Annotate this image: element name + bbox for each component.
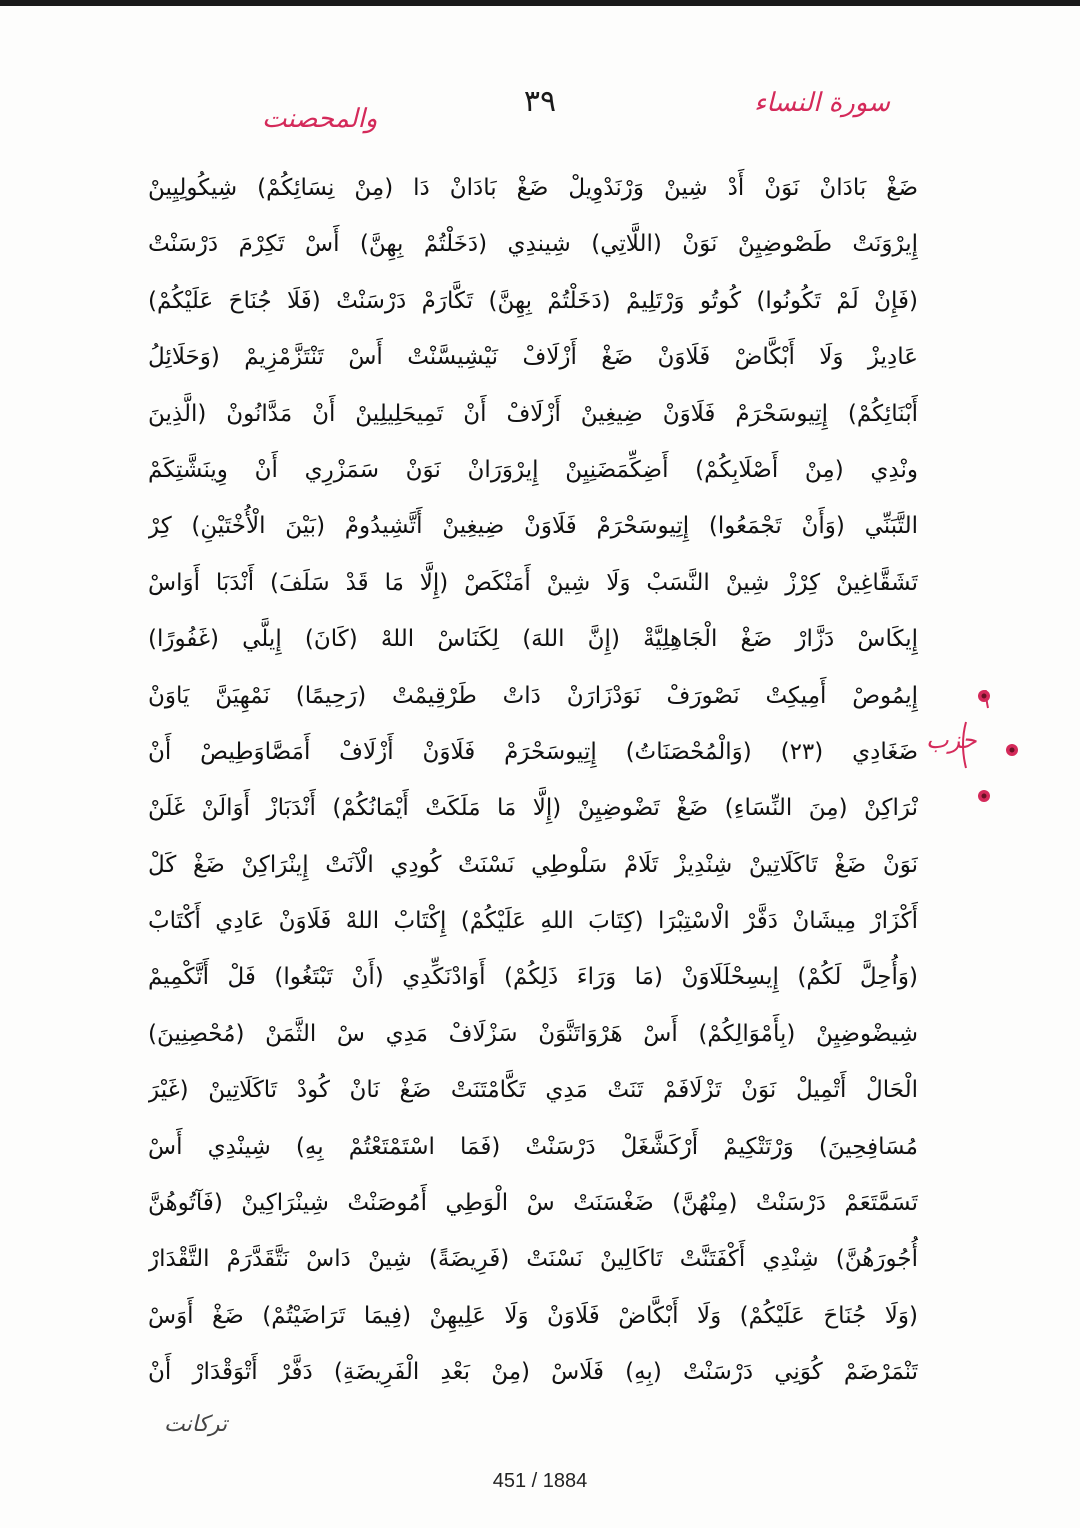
hizb-margin-label: حزب [926, 726, 977, 754]
page-counter: 451 / 1884 [492, 1470, 588, 1492]
text-line: ضَغْ بَادَانْ نَوَنْ أَدْ شِينْ وَرْنَدْوِيلْ ضَغْ بَادَانْ دَا (مِنْ نِسَائِكُمْ) شِيكُولِيِينْ [148, 175, 918, 201]
text-line: التَّبَنِّي (وَأَنْ تَجْمَعُوا) إِتِيوسَحْرَمْ فَلَاوَنْ ضِيغِينْ أَتَّشِيدُومْ (بَيْنَ الْأُخْتَيْنِ) كِرْ [148, 513, 918, 540]
text-line: إِيمُوصْ أَمِيكِتْ نَصْورَفْ نَوَدْزَارَنْ دَاتْ طَرْقِيمْتْ (رَحِيمًا) نَمْهِيَنَّ يَاوَنْ [148, 682, 918, 709]
hizb-ornament-bottom [978, 790, 990, 802]
text-line: ضَغَادِي (٢٣) (وَالْمُحْصَنَاتُ) إِتِيوسَحْرَمْ فَلَاوَنْ أَزْلَافْ أَمَصَّاوَطِيصْ أَنْ [148, 738, 918, 765]
section-marker-annotation: والمحصنت [262, 104, 378, 134]
text-line: أُجُورَهُنَّ) شِنْدِي أَكْفَتَنَّتْ تَاكَالِينْ نَسْنَتْ (فَرِيضَةً) شِينْ دَاسْ نَتَّقَدَّرَمْ التَّقْدَارْ [148, 1246, 918, 1273]
text-line: نَوَنْ ضَغْ تَاكَلَاتِينْ شِنْدِيزْ تَلَامْ سَلْوطِي نَسْنَتْ كُودِي الْآنَتْ إِينْرَاكِنْ ضَغْ كَلْ [148, 851, 918, 878]
text-line: أَبْنَائِكُمْ) إِتِيوسَحْرَمْ فَلَاوَنْ ضِيغِينْ أَزْلَافْ أَنْ تَمِيحَلِيلِينْ أَنْ مَدَّانُونْ (الَّذِينَ [148, 400, 918, 427]
text-line: تَنْمَرْضَمْ كُوَنِي دَرْسَنْتْ (بِهِ) فَلَاسْ (مِنْ بَعْدِ الْفَرِيضَةِ) دَفَّرْ أَتْوَقْدَارْ أَنْ [148, 1359, 918, 1386]
hizb-ornament-middle [1006, 744, 1018, 756]
surah-name-annotation: سورة النساء [754, 88, 890, 118]
text-line: عَادِيزْ وَلَا أَبْكَّاضْ فَلَاوَنْ ضَغْ أَزْلَافْ نَيْشِيسَّنْتْ أَسْ تَنْتَزَّمْزِيمْ (وَحَلَائِلُ [148, 344, 918, 371]
text-line: تَشَقَّاغِينْ كِرْزْ شِينْ النَّسَبْ وَلَا شِينْ أَمَنْكَصْ (إِلَّا مَا قَدْ سَلَفَ) أَنْدَبَا أَوَاسْ [148, 569, 918, 596]
text-line: (وَلَا جُنَاحَ عَلَيْكُمْ) وَلَا أَبْكَّاضْ فَلَاوَنْ وَلَا عَلِيهِنْ (فِيمَا تَرَاضَيْتُمْ) ضَغْ أَوَسْ [148, 1302, 918, 1329]
text-line: شِيضْوضِيِنْ (بِأَمْوَالِكُمْ) أَسْ هَرْوَاتَنَّوَنْ سَزْلَافْ مَدِي سْ الثَّمَنْ (مُحْصِنِينَ) [148, 1020, 918, 1047]
catchword: تركانت [164, 1412, 228, 1437]
text-line: إِيرْوَنَتْ طَصْوضِيِنْ نَوَنْ (اللَّاتِي) شِيندِي (دَخَلْتُمْ بِهِنَّ) أَسْ تَكِرْمَ دَرْسَنْتْ [148, 231, 918, 258]
text-line: مُسَافِحِينَ) وَرْتَتْكِيمْ أَرْكَشَّغَلْ دَرْسَنْتْ (فَمَا اسْتَمْتَعْتُمْ بِهِ) شِينْدِي أَسْ [148, 1133, 918, 1160]
body-text [148, 160, 918, 1401]
text-line: نْرَاكِنْ (مِنَ النِّسَاءِ) ضَغْ تَضْوضِيِنْ (إِلَّا مَا مَلَكَتْ أَيْمَانُكُمْ) أَنْدَبَازْ أَوَالَنْ غَلَنْ [148, 795, 918, 822]
text-line: أَكْزَارْ مِيشَانْ دَفَّرْ الْاسْتِبْرَا (كِتَابَ اللهِ عَلَيْكُمْ) إِكْتَابْ اللهْ فَلَاوَنْ عَادِي أَكْتَابْ [148, 908, 918, 935]
text-line: إِيكَاسْ دَزَّارْ ضَغْ الْجَاهِلِيَّةْ (إِنَّ اللهَ) لِكَنَاسْ اللهْ (كَانَ) إِيلَّي (غَفُورًا) [148, 626, 918, 653]
page-number: ٣٩ [523, 84, 557, 119]
text-line: ونْدِي (مِنْ أَصْلَابِكُمْ) أَضِكِّمَضَنِيِنْ إِيرْوَرَانْ نَوَنْ سَمَزْرِي أَنْ وِينَشَّتِكَمْ [148, 456, 918, 483]
text-line: (فَإِنْ لَمْ تَكُونُوا) كُوتُو وَرْتَلِيمْ (دَخَلْتُمْ بِهِنَّ) تَكَّارَمْ دَرْسَنْتْ (فَلَا جُنَاحَ عَلَيْكُمْ) [148, 287, 918, 314]
text-line: الْحَالْ أَتْمِيلْ نَوَنْ تَزْلَافَمْ تَنَتْ مَدِي تَكَّامْتَنَتْ ضَغْ نَانْ كُودْ تَاكَلَاتِينْ (غَيْرَ [148, 1077, 918, 1104]
hizb-ornament-top [978, 690, 990, 702]
text-line: (وَأُحِلَّ لَكُمْ) إِيسِحْلَلَاوَنْ (مَا وَرَاءَ ذَلِكُمْ) أَوَادْنَكِّدِي (أَنْ تَبْتَغُوا) فَلْ أَتَّكْمِيمْ [148, 964, 918, 991]
text-line: تَسَمَّتَعَمْ دَرْسَنْتْ (مِنْهُنَّ) ضَغْسَنَتْ سْ الْوَطِي أَمُوصَنْتْ شِينْرَاكِينْ (فَآتُوهُنَّ [148, 1190, 918, 1217]
